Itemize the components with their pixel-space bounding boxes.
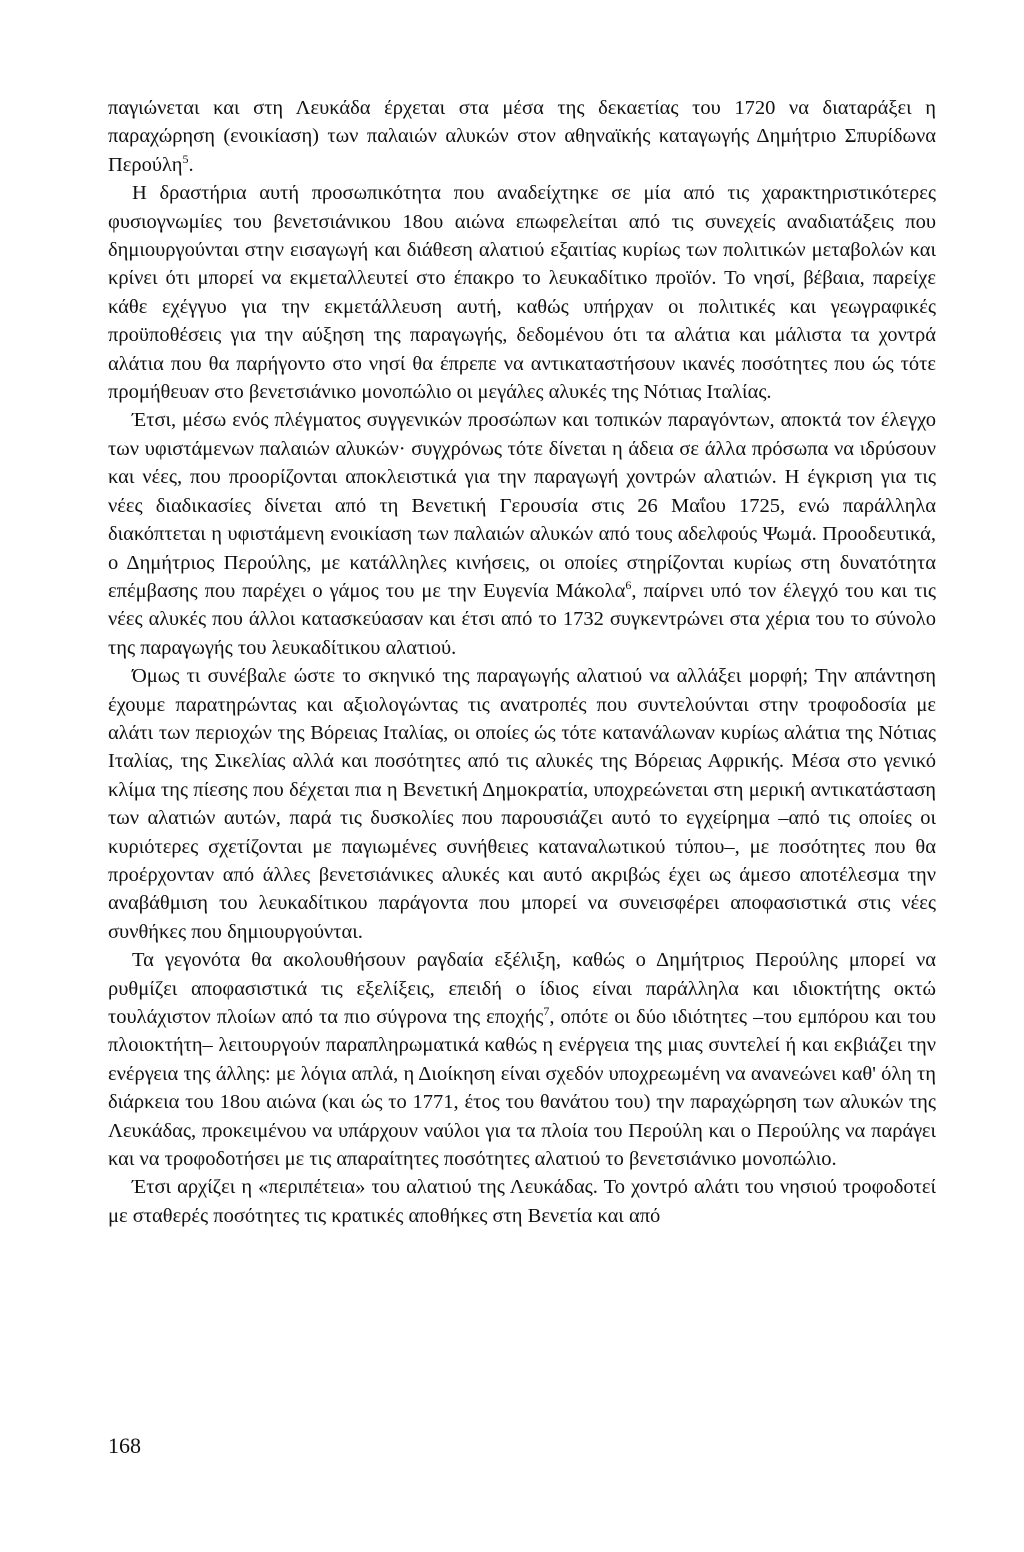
paragraph-1-text: παγιώνεται και στη Λευκάδα έρχεται στα μέσα της δεκαετίας του 1720 να διαταράξει η παραχώρηση (ενοικίαση) των παλαιών αλυκών στον αθηναϊκής καταγωγής Δημήτριο Σπυρίδωνα Περούλη	[108, 97, 936, 176]
paragraph-2-text: Η δραστήρια αυτή προσωπικότητα που αναδείχτηκε σε μία από τις χαρακτηριστικότερες φυσιογνωμίες του βενετσιάνικου 18ου αιώνα επωφελείται από τις συνεχείς αναδιατάξεις που δημιουργούνται στην εισαγωγή και διάθεση αλατιού εξαιτίας κυρίως των πολιτικών μεταβολών και κρίνει ότι μπορεί να εκμεταλλευτεί στο έπακρο το λευκαδίτικο προϊόν. Το νησί, βέβαια, παρείχε κάθε εχέγγυο για την εκμετάλλευση αυτή, καθώς υπήρχαν οι πολιτικές και γεωγραφικές προϋποθέσεις για την αύξηση της παραγωγής, δεδομένου ότι τα αλάτια και μάλιστα τα χοντρά αλάτια που θα παρήγοντο στο νησί θα έπρεπε να αντικαταστήσουν ικανές ποσότητες που ώς τότε προμήθευαν στο βενετσιάνικο μονοπώλιο οι μεγάλες αλυκές της Νότιας Ιταλίας.	[108, 182, 936, 404]
paragraph-5-end: , οπότε οι δύο ιδιότητες –του εμπόρου και του πλοιοκτήτη– λειτουργούν παραπληρωματικά καθώς η ενέργεια της μιας συντελεί ή και εκβιάζει την ενέργεια της άλλης: με λόγια απλά, η Διοίκηση είναι σχεδόν υποχρεωμένη να ανανεώνει καθ' όλη τη διάρκεια του 18ου αιώνα (και ώς το 1771, έτος του θανάτου του) την παραχώρηση των αλυκών της Λευκάδας, προκειμένου να υπάρχουν ναύλοι για τα πλοία του Περούλη και ο Περούλης να παράγει και να τροφοδοτήσει με τις απαραίτητες ποσότητες αλατιού το βενετσιάνικο μονοπώλιο.	[108, 1006, 936, 1171]
paragraph-5	[108, 946, 936, 1173]
paragraph-5-text: Τα γεγονότα θα ακολουθήσουν ραγδαία εξέλιξη, καθώς ο Δημήτριος Περούλης μπορεί να ρυθμίζει αποφασιστικά τις εξελίξεις, επειδή ο ίδιος είναι παράλληλα και ιδιοκτήτης οκτώ τουλάχιστον πλοίων από τα πιο σύγρονα της εποχής	[108, 949, 936, 1028]
paragraph-3-text: Έτσι, μέσω ενός πλέγματος συγγενικών προσώπων και τοπικών παραγόντων, αποκτά τον έλεγχο των υφιστάμενων παλαιών αλυκών· συγχρόνως τότε δίνεται η άδεια σε άλλα πρόσωπα να ιδρύσουν και νέες, που προορίζονται αποκλειστικά για την παραγωγή χοντρών αλατιών. Η έγκριση για τις νέες διαδικασίες δίνεται από τη Βενετική Γερουσία στις 26 Μαΐου 1725, ενώ παράλληλα διακόπτεται η υφιστάμενη ενοικίαση των παλαιών αλυκών από τους αδελφούς Ψωμά. Προοδευτικά, ο Δημήτριος Περούλης, με κατάλληλες κινήσεις, οι οποίες στηρίζονται κυρίως στη δυνατότητα επέμβασης που παρέχει ο γάμος του με την Ευγενία Μάκολα	[108, 409, 936, 602]
page-body	[108, 94, 936, 1230]
paragraph-6	[108, 1173, 936, 1230]
footnote-ref-7: 7	[543, 1004, 550, 1019]
page-number: 168	[108, 1433, 141, 1458]
paragraph-3	[108, 406, 936, 662]
paragraph-1-end: .	[188, 153, 194, 176]
footnote-ref-5: 5	[182, 151, 189, 166]
paragraph-6-text: Έτσι αρχίζει η «περιπέτεια» του αλατιού της Λευκάδας. Το χοντρό αλάτι του νησιού τροφοδοτεί με σταθερές ποσότητες τις κρατικές αποθήκες στη Βενετία και από	[108, 1176, 936, 1227]
paragraph-1	[108, 94, 936, 179]
paragraph-2	[108, 179, 936, 406]
paragraph-4-text: Όμως τι συνέβαλε ώστε το σκηνικό της παραγωγής αλατιού να αλλάξει μορφή; Την απάντηση έχουμε παρατηρώντας και αξιολογώντας τις ανατροπές που συντελούνται στην τροφοδοσία με αλάτι των περιοχών της Βόρειας Ιταλίας, οι οποίες ώς τότε κατανάλωναν κυρίως αλάτια της Νότιας Ιταλίας, της Σικελίας αλλά και ποσότητες από τις αλυκές της Βόρειας Αφρικής. Μέσα στο γενικό κλίμα της πίεσης που δέχεται πια η Βενετική Δημοκρατία, υποχρεώνεται στη μερική αντικατάσταση των αλατιών αυτών, παρά τις δυσκολίες που παρουσιάζει αυτό το εγχείρημα –από τις οποίες οι κυριότερες σχετίζονται με παγιωμένες συνήθειες καταναλωτικού τύπου–, με ποσότητες που θα προέρχονταν από άλλες βενετσιάνικες αλυκές και αυτό ακριβώς έχει ως άμεσο αποτέλεσμα την αναβάθμιση του λευκαδίτικου παράγοντα που μπορεί να συνεισφέρει αποφασιστικά στις νέες συνθήκες που δημιουργούνται.	[108, 665, 936, 943]
paragraph-4	[108, 662, 936, 946]
footnote-ref-6: 6	[625, 578, 632, 593]
paragraph-3-end: , παίρνει υπό τον έλεγχό του και τις νέες αλυκές που άλλοι κατασκεύασαν και έτσι από το 1732 συγκεντρώνει στα χέρια του το σύνολο της παραγωγής του λευκαδίτικου αλατιού.	[108, 579, 936, 659]
